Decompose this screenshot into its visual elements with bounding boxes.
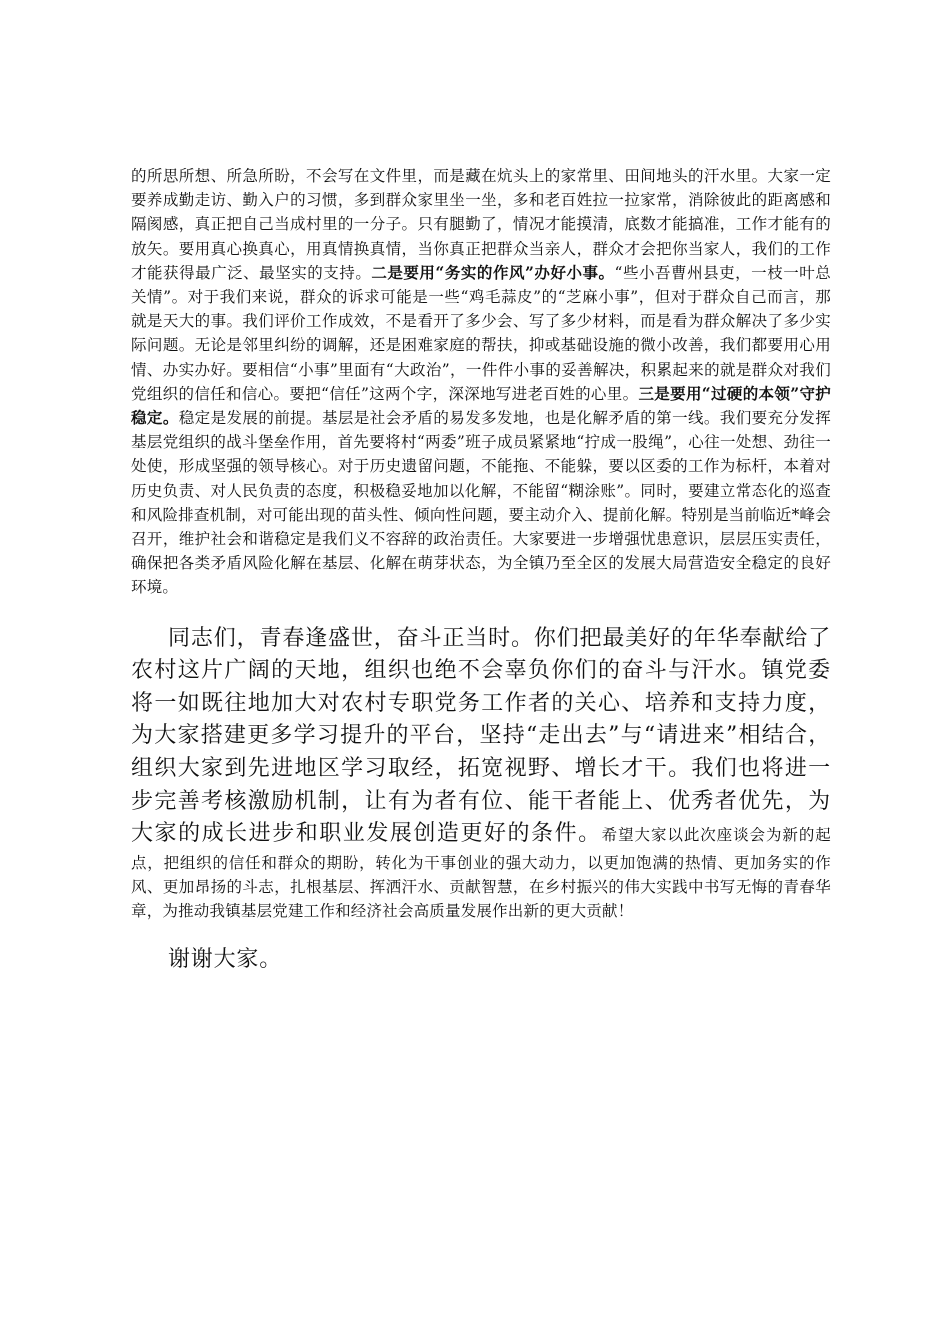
paragraph-text: 的所思所想、所急所盼，不会写在文件里，而是藏在炕头上的家常里、田间地头的汗水里。大家一定要养成勤走访、勤入户的习惯，多到群众家里坐一坐，多和老百姓拉一拉家常，消除彼此的距离感和隔阂感，真正把自己当成村里的一分子。只有腿勤了，情况才能摸清，底数才能搞准，工作才能有的放矢。要用真心换真心，用真情换真情，当你真正把群众当亲人，群众才会把你当家人，我们的工作才能获得最广泛、最坚实的支持。: [131, 167, 831, 282]
paragraph-text: “些小吾曹州县吏，一枝一叶总关情”。对于我们来说，群众的诉求可能是一些“鸡毛蒜皮”的“芝麻小事”，但对于群众自己而言，那就是天大的事。我们评价工作成效，不是看开了多少会、写了多少材料，而是看为群众解决了多少实际问题。无论是邻里纠纷的调解，还是困难家庭的帮扶，抑或基础设施的微小改善，我们都要用心用情、办实办好。要相信“小事”里面有“大政治”，一件件小事的妥善解决，积累起来的就是群众对我们党组织的信任和信心。要把“信任”这两个字，深深地写进老百姓的心里。: [131, 263, 831, 403]
paragraph-work-requirements: [131, 164, 831, 600]
point-three-heading: 三是要用“过硬的本领”守护稳定。: [131, 383, 831, 428]
document-body: [131, 164, 831, 975]
paragraph-thanks: 谢谢大家。: [168, 947, 283, 973]
point-two-heading: 二是要用“务实的作风”办好小事。: [371, 262, 615, 282]
paragraph-closing-remarks: [131, 623, 831, 924]
paragraph-text-small: 希望大家以此次座谈会为新的起点，把组织的信任和群众的期盼，转化为干事创业的强大动力，以更加饱满的热情、更加务实的作风、更加昂扬的斗志，扎根基层、挥洒汗水、贡献智慧，在乡村振兴的伟大实践中书写无悔的青春华章，为推动我镇基层党建工作和经济社会高质量发展作出新的更大贡献！: [131, 826, 831, 921]
paragraph-text-large: 同志们，青春逢盛世，奋斗正当时。你们把最美好的年华奉献给了农村这片广阔的天地，组织也绝不会辜负你们的奋斗与汗水。镇党委将一如既往地加大对农村专职党务工作者的关心、培养和支持力度，为大家搭建更多学习提升的平台，坚持“走出去”与“请进来”相结合，组织大家到先进地区学习取经，拓宽视野、增长才干。我们也将进一步完善考核激励机制，让有为者有位、能干者能上、优秀者优先，为大家的成长进步和职业发展创造更好的条件。: [131, 625, 831, 847]
paragraph-text: 稳定是发展的前提。基层是社会矛盾的易发多发地，也是化解矛盾的第一线。我们要充分发挥基层党组织的战斗堡垒作用，首先要将村“两委”班子成员紧紧地“拧成一股绳”，心往一处想、劲往一处使，形成坚强的领导核心。对于历史遗留问题，不能拖、不能躲，要以区委的工作为标杆，本着对历史负责、对人民负责的态度，积极稳妥地加以化解，不能留“糊涂账”。同时，要建立常态化的巡查和风险排查机制，对可能出现的苗头性、倾向性问题，要主动介入、提前化解。特别是当前临近*峰会召开，维护社会和谐稳定是我们义不容辞的政治责任。大家要进一步增强忧患意识，层层压实责任，确保把各类矛盾风险化解在基层、化解在萌芽状态，为全镇乃至全区的发展大局营造安全稳定的良好环境。: [131, 409, 831, 597]
